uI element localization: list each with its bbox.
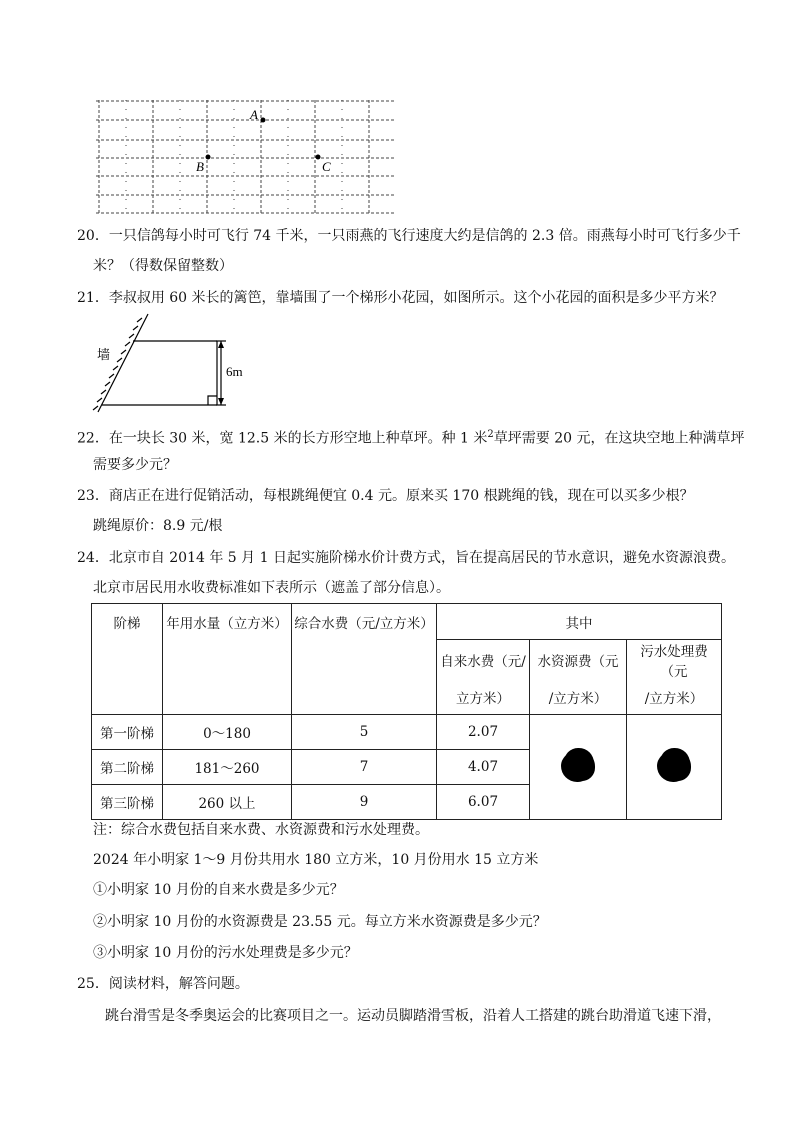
ink-blot bbox=[659, 750, 689, 780]
height-label: 6m bbox=[226, 364, 243, 379]
label-b: B bbox=[196, 159, 204, 174]
th-res-1: 水资源费（元 bbox=[530, 640, 627, 681]
cell-sewage-covered bbox=[627, 714, 722, 819]
point-b bbox=[206, 155, 211, 160]
cell-tap: 4.07 bbox=[437, 749, 530, 784]
cell-tier: 第一阶梯 bbox=[92, 714, 163, 749]
th-total: 综合水费（元/立方米） bbox=[292, 604, 437, 715]
q24-sub2: ②小明家 10 月份的水资源费是 23.55 元。每立方米水资源费是多少元？ bbox=[93, 914, 547, 930]
cell-resource-covered bbox=[530, 714, 627, 819]
th-tier: 阶梯 bbox=[92, 604, 163, 715]
q23-line1: 23．商店正在进行促销活动，每根跳绳便宜 0.4 元。原来买 170 根跳绳的钱，现在可以买多少根？ bbox=[77, 488, 694, 504]
q25-line2: 跳台滑雪是冬季奥运会的比赛项目之一。运动员脚踏滑雪板，沿着人工搭建的跳台助滑道飞速下滑， bbox=[105, 1008, 721, 1024]
point-a bbox=[261, 118, 266, 123]
cell-tap: 2.07 bbox=[437, 714, 530, 749]
trapezoid-garden-figure bbox=[90, 310, 260, 420]
q24-info: 2024 年小明家 1～9 月份共用水 180 立方米，10 月份用水 15 立方米 bbox=[93, 852, 539, 868]
label-a: A bbox=[250, 107, 258, 122]
ink-blot bbox=[563, 750, 593, 780]
water-fee-table bbox=[91, 603, 722, 820]
th-tap-2: 立方米） bbox=[437, 680, 530, 714]
cell-volume: 0～180 bbox=[163, 714, 292, 749]
point-c bbox=[316, 155, 321, 160]
cell-total: 9 bbox=[292, 784, 437, 819]
q24-note: 注：综合水费包括自来水费、水资源费和污水处理费。 bbox=[93, 822, 429, 838]
q22-line1-a: 22．在一块长 30 米，宽 12.5 米的长方形空地上种草坪。种 1 米 bbox=[77, 430, 488, 447]
wall-label: 墙 bbox=[97, 347, 111, 362]
cell-tier: 第二阶梯 bbox=[92, 749, 163, 784]
th-res-2: /立方米） bbox=[530, 680, 627, 714]
q24-line1: 24．北京市自 2014 年 5 月 1 日起实施阶梯水价计费方式，旨在提高居民的节水意识，避免水资源浪费。 bbox=[77, 550, 735, 566]
cell-total: 5 bbox=[292, 714, 437, 749]
th-among: 其中 bbox=[437, 604, 722, 640]
table-row bbox=[92, 714, 722, 749]
q21-text: 21．李叔叔用 60 米长的篱笆，靠墙围了一个梯形小花园，如图所示。这个小花园的面积是多少平方米？ bbox=[77, 290, 724, 306]
th-sew-1: 污水处理费（元 bbox=[627, 640, 722, 681]
cell-tier: 第三阶梯 bbox=[92, 784, 163, 819]
th-tap-1: 自来水费（元/ bbox=[437, 640, 530, 681]
q25-line1: 25．阅读材料，解答问题。 bbox=[77, 976, 249, 992]
q23-line2: 跳绳原价：8.9 元/根 bbox=[93, 518, 223, 534]
q22-line1-b: 草坪需要 20 元，在这块空地上种满草坪 bbox=[493, 430, 745, 447]
cell-volume: 260 以上 bbox=[163, 784, 292, 819]
q22-sup: 2 bbox=[487, 429, 494, 440]
th-volume: 年用水量（立方米） bbox=[163, 604, 292, 715]
q20-line1: 20．一只信鸽每小时可飞行 74 千米，一只雨燕的飞行速度大约是信鸽的 2.3 倍。雨燕每小时可飞行多少千 bbox=[77, 228, 741, 244]
q24-sub1: ①小明家 10 月份的自来水费是多少元？ bbox=[93, 882, 344, 898]
cell-volume: 181～260 bbox=[163, 749, 292, 784]
th-sew-2: /立方米） bbox=[627, 680, 722, 714]
cell-total: 7 bbox=[292, 749, 437, 784]
q24-line2: 北京市居民用水收费标准如下表所示（遮盖了部分信息）。 bbox=[93, 580, 450, 596]
q22-line1 bbox=[77, 425, 745, 449]
point-grid-figure bbox=[96, 100, 396, 215]
label-c: C bbox=[322, 159, 331, 174]
q20-line2: 米？（得数保留整数） bbox=[93, 258, 233, 274]
q24-sub3: ③小明家 10 月份的污水处理费是多少元？ bbox=[93, 945, 358, 961]
q22-line2: 需要多少元？ bbox=[93, 457, 177, 473]
cell-tap: 6.07 bbox=[437, 784, 530, 819]
